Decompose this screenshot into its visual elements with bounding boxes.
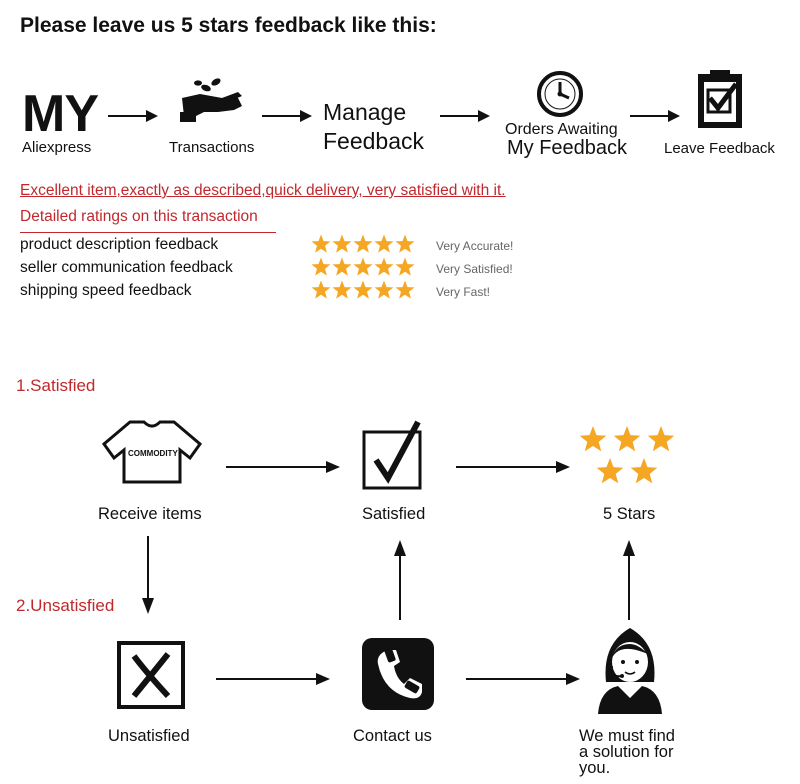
rating-stars	[311, 234, 415, 254]
rating-desc: Very Satisfied!	[436, 262, 513, 276]
rating-label: seller communication feedback	[20, 259, 233, 276]
orders-line1: Orders Awaiting	[505, 121, 618, 138]
star-icon	[395, 234, 415, 254]
star-icon	[597, 458, 624, 483]
star-icon	[614, 426, 641, 451]
star-icon	[332, 257, 352, 277]
star-icon	[311, 257, 331, 277]
star-icon	[353, 280, 373, 300]
star-icon	[311, 280, 331, 300]
leave-feedback-label: Leave Feedback	[664, 140, 775, 157]
receive-items-label: Receive items	[98, 505, 202, 523]
arrow-up-icon	[392, 540, 408, 620]
contact-us-label: Contact us	[353, 727, 432, 745]
five-stars-label: 5 Stars	[603, 505, 656, 523]
my-logo: MY	[22, 85, 98, 143]
rating-stars	[311, 280, 415, 300]
star-icon	[374, 234, 394, 254]
phone-icon	[360, 636, 436, 712]
manage-line1: Manage	[323, 99, 407, 125]
orders-line2: My Feedback	[507, 137, 628, 159]
headline: Please leave us 5 stars feedback like this:	[20, 14, 437, 37]
star-icon	[332, 234, 352, 254]
unsatisfied-label: Unsatisfied	[108, 727, 190, 745]
detailed-ratings-title: Detailed ratings on this transaction	[20, 208, 258, 225]
arrow-right-icon	[456, 459, 570, 475]
clock-icon	[536, 70, 584, 118]
satisfied-section-label: 1.Satisfied	[16, 376, 96, 395]
aliexpress-label: Aliexpress	[22, 139, 92, 156]
detailed-ratings-underline	[20, 232, 276, 233]
arrow-right-icon	[226, 459, 340, 475]
rating-label: product description feedback	[20, 236, 219, 253]
rating-stars	[311, 257, 415, 277]
star-icon	[648, 426, 675, 451]
unsatisfied-x-icon	[116, 640, 186, 710]
commodity-label: COMMODITY	[128, 449, 178, 458]
unsatisfied-section-label: 2.Unsatisfied	[16, 596, 115, 615]
clipboard-check-icon	[694, 66, 746, 130]
satisfied-label: Satisfied	[362, 505, 426, 523]
rating-label: shipping speed feedback	[20, 282, 192, 299]
star-icon	[395, 280, 415, 300]
arrow-right-icon	[216, 671, 330, 687]
manage-line2: Feedback	[323, 128, 425, 154]
star-icon	[311, 234, 331, 254]
rating-desc: Very Accurate!	[436, 239, 514, 253]
arrow-right-icon	[440, 108, 490, 124]
arrow-right-icon	[108, 108, 158, 124]
star-icon	[353, 257, 373, 277]
arrow-up-icon	[621, 540, 637, 620]
star-icon	[353, 234, 373, 254]
star-icon	[374, 257, 394, 277]
transactions-label: Transactions	[169, 139, 255, 156]
solution-label: We must find a solution for you.	[579, 727, 675, 777]
checkbox-checked-icon	[360, 418, 432, 490]
arrow-right-icon	[262, 108, 312, 124]
rating-desc: Very Fast!	[436, 285, 491, 299]
star-icon	[374, 280, 394, 300]
arrow-right-icon	[466, 671, 580, 687]
arrow-right-icon	[630, 108, 680, 124]
review-text: Excellent item,exactly as described,quick delivery, very satisfied with it.	[20, 182, 506, 199]
hand-coins-icon	[178, 76, 246, 126]
star-icon	[631, 458, 658, 483]
arrow-down-icon	[140, 536, 156, 616]
star-icon	[580, 426, 607, 451]
star-icon	[332, 280, 352, 300]
five-stars-icon	[578, 426, 678, 488]
star-icon	[395, 257, 415, 277]
support-agent-icon	[594, 624, 666, 714]
